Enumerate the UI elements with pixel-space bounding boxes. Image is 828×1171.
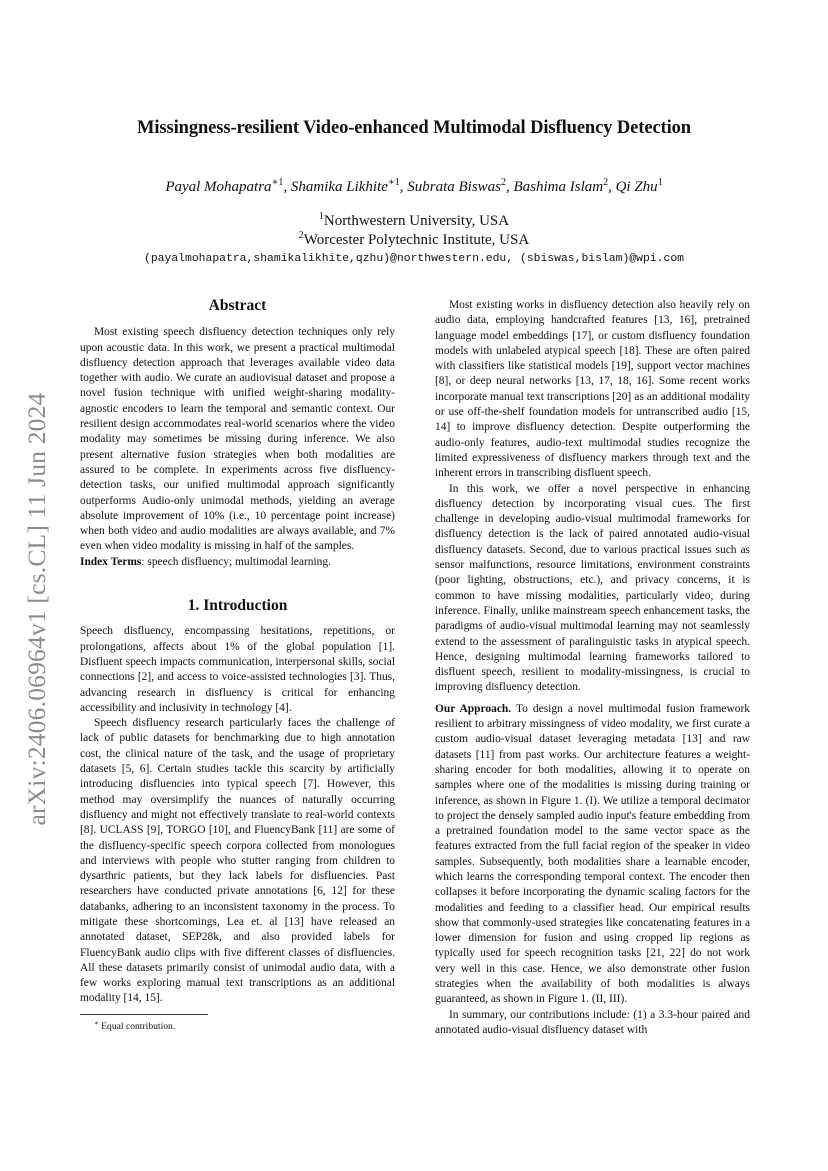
author-name: Shamika Likhite — [290, 179, 388, 195]
author-mark: 2 — [501, 177, 506, 188]
author-mark: ∗1 — [271, 177, 284, 188]
intro-paragraph: In this work, we offer a novel perspective in enhancing disfluency detection by incorporating visual cues. The first challenge in developing audio-visual multimodal frameworks for disfluency detection is the lack of paired annotated audio-visual disfluency datasets. Second, due to various practical issues such as sensor malfunctions, resource limitations, environment constraints (poor lighting, obstructions, etc.), and privacy concerns, it is common to have missing modalities, particularly video, during inference. Finally, unlike mainstream speech enhancement tasks, the paradigms of audio-visual multimodal learning may not seamlessly extend to the assessment of paralinguistic tasks in atypical speech. Hence, designing multimodal learning frameworks tailored to disfluent speech, resilient to modality-missingness, is crucial to improving disfluency detection. — [435, 482, 750, 694]
approach-paragraph — [435, 702, 750, 1008]
arxiv-identifier-stamp — [16, 369, 58, 849]
section-heading-introduction: 1. Introduction — [187, 597, 288, 615]
abstract-heading: Abstract — [208, 297, 267, 314]
intro-paragraph: Most existing works in disfluency detection also heavily rely on audio data, employing handcrafted features [13, 16], pretrained language model embeddings [17], or custom disfluency foundation models with unlabeled atypical speech [18]. These are often paired with classifiers like statistical models [19], support vector machines [8], or deep neural networks [13, 17, 18, 16]. Some recent works incorporate manual text transcriptions [20] as an additional modality or use off-the-shelf foundation models for untranscribed audio [15, 14] to improve disfluency detection. Despite outperforming the audio-only features, audio-text multimodal studies recognize the limited expressiveness of disfluency markers through text and the inherent errors in transcribing disfluent speech. — [435, 299, 750, 480]
intro-paragraph: Speech disfluency, encompassing hesitations, repetitions, or prolongations, affects about 1% of the global population [1]. Disfluent speech impacts communication, interpersonal skills, social connections [2], and access to voice-assisted technologies [3]. Thus, advancing research in disfluency is critical for enhancing accessibility and inclusivity in technology [4]. — [80, 625, 395, 714]
abstract-text: Most existing speech disfluency detection techniques only rely upon acoustic data. In this work, we present a practical multimodal disfluency detection approach that leverages available video data together with audio. We curate an audiovisual dataset and propose a novel fusion technique with unified weight-sharing modality-agnostic encoders to learn the temporal and semantic context. Our resilient design accommodates real-world scenarios where the video modality may sometimes be missing during inference. We also present alternative fusion strategies when both modalities are assured to be complete. In experiments across five disfluency-detection tasks, our unified multimodal approach significantly outperforms Audio-only unimodal methods, yielding an average absolute improvement of 10% (i.e., 10 percentage point increase) when both video and audio modalities are always available, and 7% even when video modality is missing in half of the samples. — [80, 326, 395, 553]
approach-text: To design a novel multimodal fusion framework resilient to arbitrary missingness of video modality, we first curate a custom audio-visual dataset leveraging metadata [13] and raw datasets [11] from past works. Our architecture features a weight-sharing encoder for both modalities, allowing it to operate on samples where one of the modalities is missing during training or inference, as shown in Figure 1. (I). We utilize a temporal decimator to project the densely sampled audio input's feature embedding from a pretrained foundation model to the same vector space as the features extracted from the full facial region of the speaker in video samples. Subsequently, both modalities share a learnable encoder, which learns the corresponding temporal context. The encoder then collapses it before incorporating the dynamic scaling factors for the modalities and feeding to a classifier head. Our empirical results show that commonly-used strategies like concatenating features in a lower dimension for fusion and using cropped lip regions as typically used for speech recognition tasks [21, 22] do not work very well in this case. Hence, we also demonstrate other fusion strategies when the availability of both modalities is always guaranteed, as shown in Figure 1. (II, III). — [435, 702, 750, 1006]
affiliation-text: Worcester Polytechnic Institute, USA — [303, 232, 530, 248]
author-mark: 1 — [657, 177, 663, 188]
affiliation-text: Northwestern University, USA — [323, 213, 510, 229]
index-terms-label: Index Terms — [80, 555, 142, 568]
paper-title: Missingness-resilient Video-enhanced Multimodal Disfluency Detection — [136, 118, 691, 138]
author-name: Subrata Biswas — [407, 179, 501, 195]
summary-paragraph: In summary, our contributions include: (1) a 3.3-hour paired and annotated audio-visual disfluency dataset with — [435, 1008, 750, 1036]
author-emails: (payalmohapatra,shamikalikhite,qzhu)@northwestern.edu, (sbiswas,bislam)@wpi.com — [143, 253, 684, 265]
author-mark: 2 — [603, 177, 609, 188]
affiliation-mark: 2 — [298, 230, 304, 241]
author-name: Bashima Islam — [513, 179, 604, 195]
footnote-body: Equal contribution. — [98, 1021, 176, 1033]
left-column — [80, 298, 395, 1007]
author-mark: ∗1 — [387, 177, 400, 188]
footnote-text — [80, 1019, 395, 1032]
author-name: Qi Zhu — [615, 179, 658, 195]
arxiv-identifier-text: arXiv:2406.06964v1 [cs.CL] 11 Jun 2024 — [22, 392, 51, 826]
right-column — [435, 298, 750, 1038]
affiliation-mark: 1 — [318, 211, 324, 222]
footnote-mark: ∗ — [94, 1019, 99, 1027]
intro-paragraph: Speech disfluency research particularly faces the challenge of lack of public datasets for benchmarking due to high annotation cost, the clinical nature of the task, and the usage of proprietary datasets [5, 6]. Certain studies tackle this scarcity by artificially introducing disfluencies into typical speech [7]. However, this method may oversimplify the nuances of naturally occurring disfluency and might not effectively translate to real-world contexts [8]. UCLASS [9], TORGO [10], and FluencyBank [11] are some of the disfluency-specific speech corpora collected from monologues and interviews with people who stutter ranging from children to dysarthric patients, but they lack labels for disfluencies. Past researchers have conducted private annotations [6, 12] for these databanks, adhering to an inconsistent taxonomy in the process. To mitigate these shortcomings, Lea et. al [13] have released an annotated dataset, SEP28k, and also provided labels for FluencyBank audio clips with five different classes of disfluencies. All these datasets primarily consist of unimodal audio data, with a few works exploring manual text transcriptions as an additional modality [14, 15]. — [80, 717, 395, 1005]
index-terms — [80, 555, 395, 570]
affiliation — [60, 211, 768, 230]
affiliation — [60, 230, 768, 249]
approach-label: Our Approach. — [435, 702, 512, 715]
footnote-rule — [80, 1014, 208, 1015]
author-list: Payal Mohapatra$^{∗1}$, Shamika Likhite$^{∗1}$, Subrata Biswas$^2$, Bashima Islam$^2$, Qi Zhu$^1$ — [165, 177, 663, 195]
author-name: Payal Mohapatra — [165, 179, 272, 195]
index-terms-text: : speech disfluency; multimodal learning. — [141, 555, 331, 568]
footnote — [80, 1014, 395, 1032]
